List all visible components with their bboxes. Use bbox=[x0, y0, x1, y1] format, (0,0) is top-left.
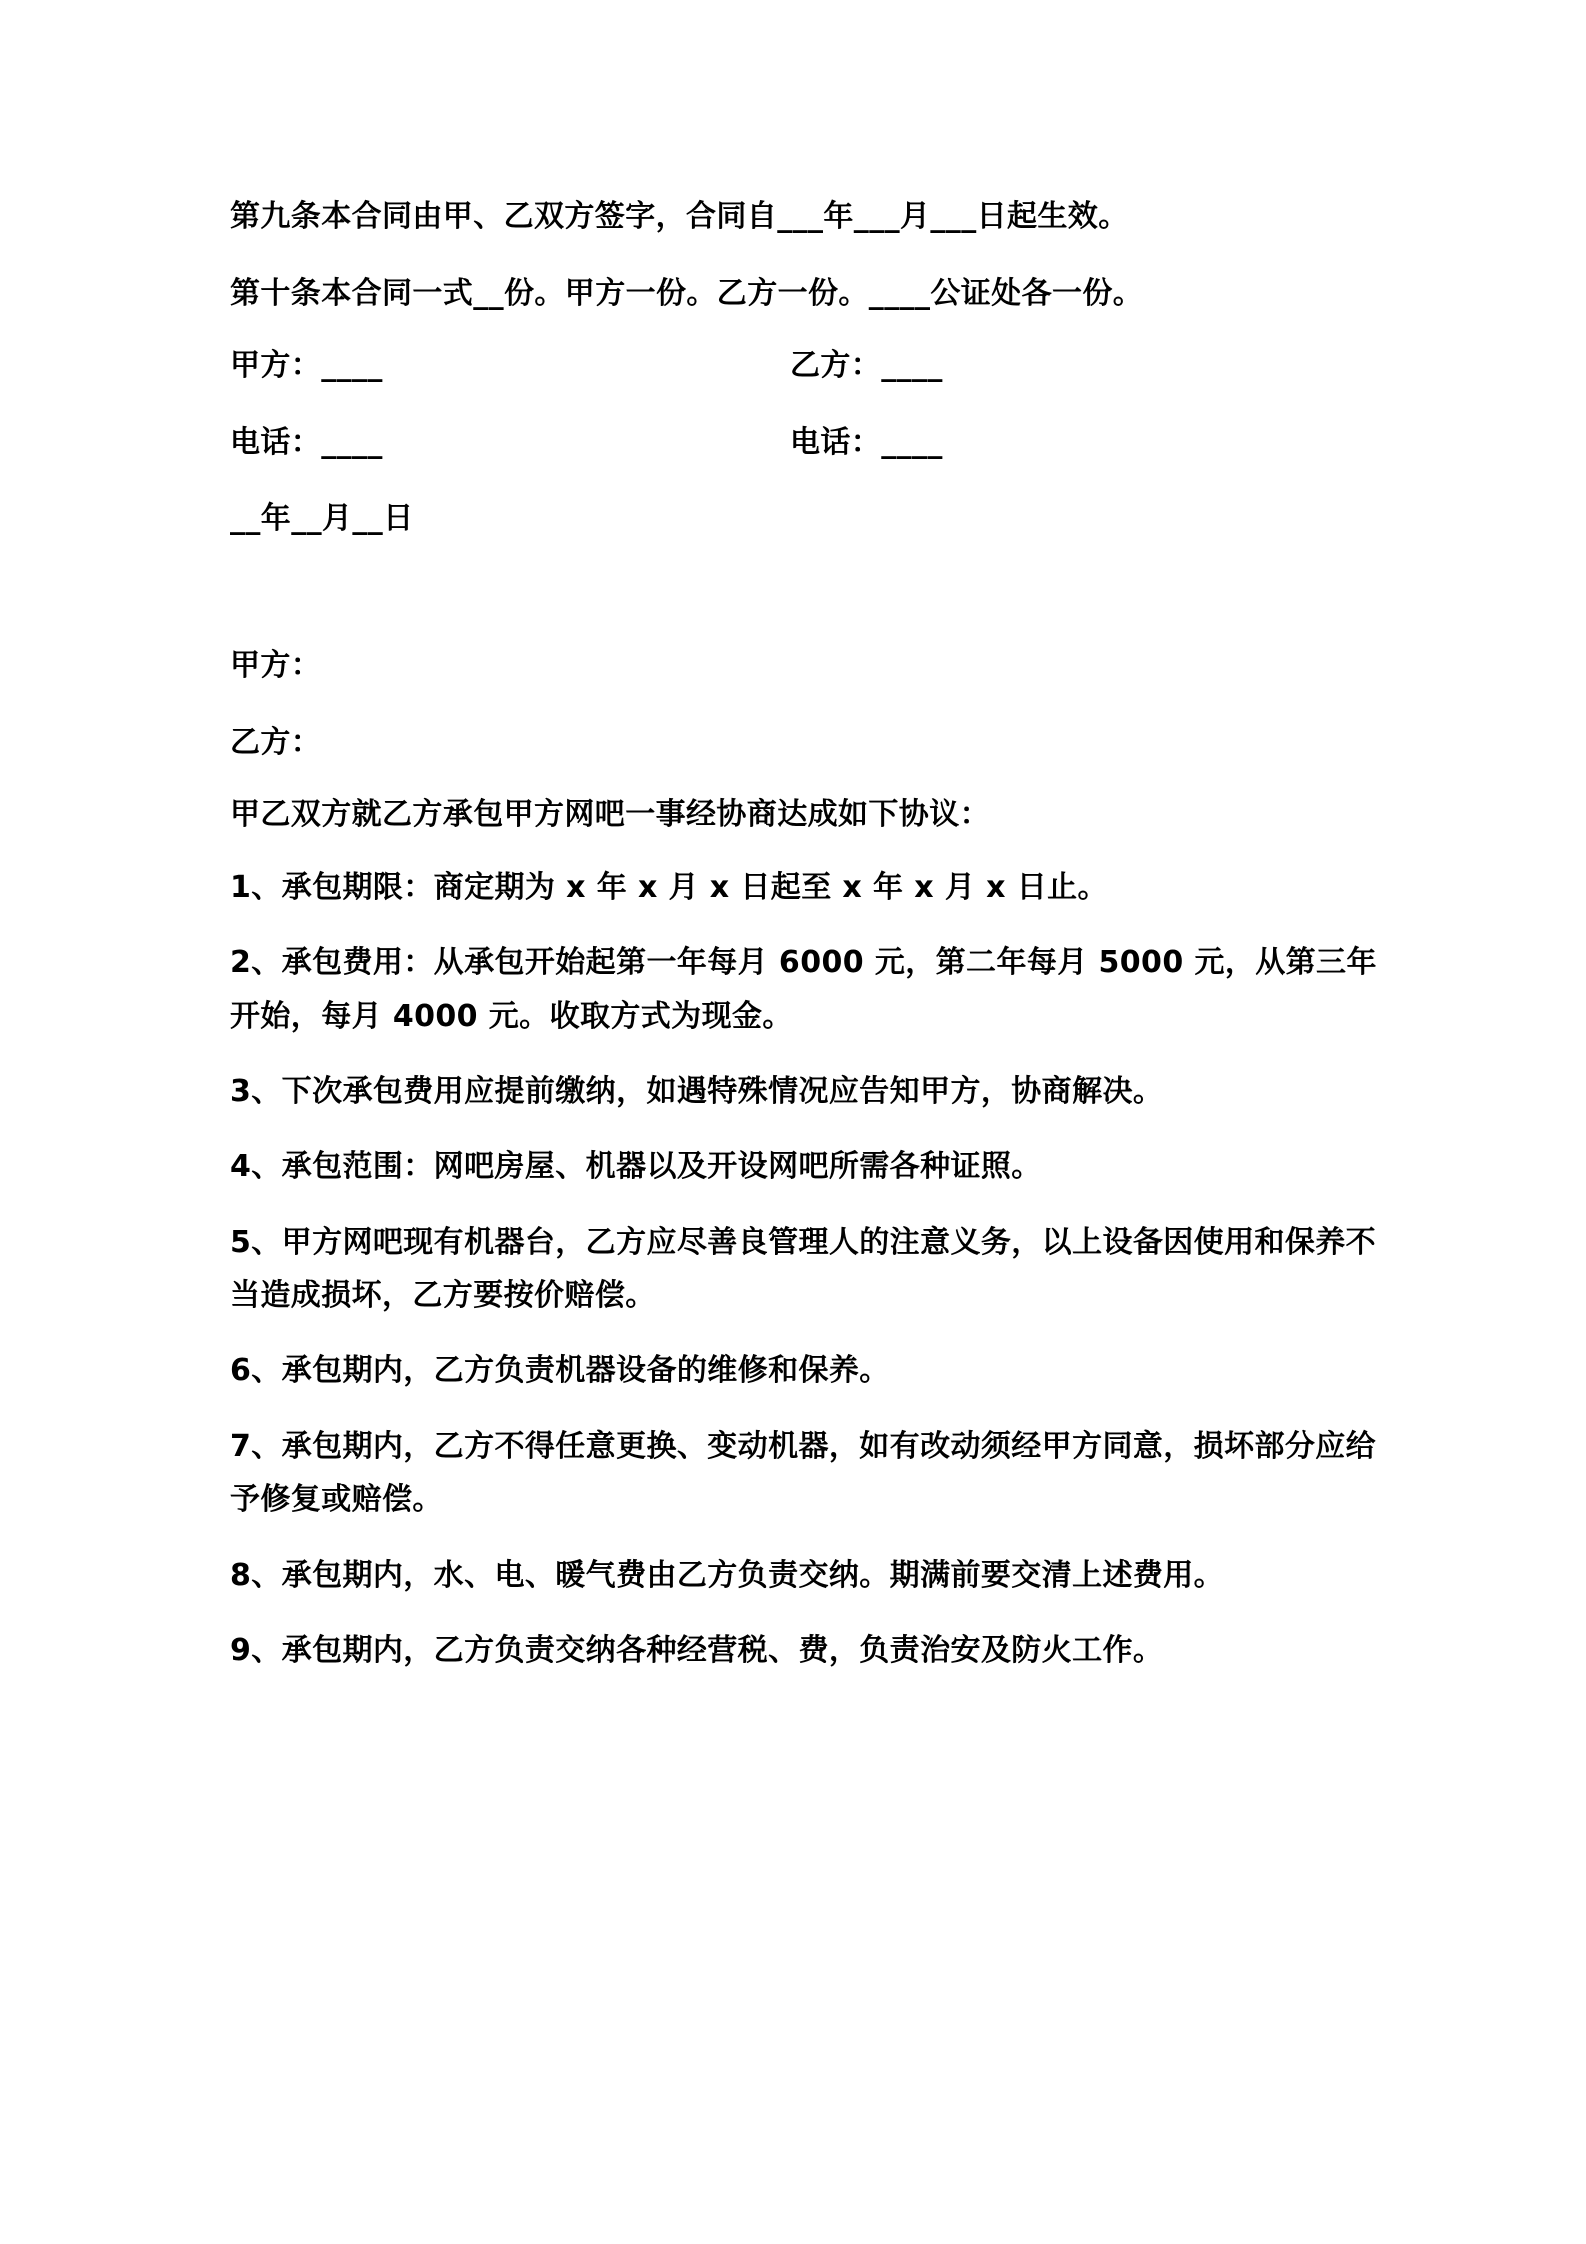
agreement-item-8: 8、承包期内，水、电、暖气费由乙方负责交纳。期满前要交清上述费用。 bbox=[230, 1557, 1225, 1593]
party-b-phone-label: 电话：____ bbox=[790, 424, 943, 460]
agreement-item-4: 4、承包范围：网吧房屋、机器以及开设网吧所需各种证照。 bbox=[230, 1149, 1042, 1185]
agreement-item-6: 6、承包期内，乙方负责机器设备的维修和保养。 bbox=[230, 1353, 890, 1389]
agreement-item-7: 7、承包期内，乙方不得任意更换、变动机器，如有改动须经甲方同意，损坏部分应给予修复或赔偿。 bbox=[230, 1428, 1377, 1518]
clause-ten: 第十条本合同一式__份。甲方一份。乙方一份。____公证处各一份。 bbox=[230, 275, 1144, 311]
signature-date-line: __年__月__日 bbox=[230, 501, 414, 537]
signature-row-phones bbox=[230, 416, 1390, 471]
agreement-item-5: 5、甲方网吧现有机器台，乙方应尽善良管理人的注意义务，以上设备因使用和保养不当造成损坏，乙方要按价赔偿。 bbox=[230, 1224, 1377, 1314]
party-b-heading: 乙方： bbox=[230, 724, 322, 760]
agreement-item-9: 9、承包期内，乙方负责交纳各种经营税、费，负责治安及防火工作。 bbox=[230, 1633, 1164, 1669]
agreement-intro: 甲乙双方就乙方承包甲方网吧一事经协商达成如下协议： bbox=[230, 797, 990, 833]
agreement-item-1: 1、承包期限：商定期为 x 年 x 月 x 日起至 x 年 x 月 x 日止。 bbox=[230, 869, 1108, 905]
document-body bbox=[230, 190, 1390, 1677]
signature-row-parties bbox=[230, 339, 1390, 394]
party-b-signature-label: 乙方：____ bbox=[790, 348, 943, 384]
agreement-item-3: 3、下次承包费用应提前缴纳，如遇特殊情况应告知甲方，协商解决。 bbox=[230, 1073, 1164, 1109]
party-a-signature-label: 甲方：____ bbox=[230, 348, 383, 384]
party-a-heading: 甲方： bbox=[230, 647, 322, 683]
agreement-item-2: 2、承包费用：从承包开始起第一年每月 6000 元，第二年每月 5000 元，从第三年开始，每月 4000 元。收取方式为现金。 bbox=[230, 945, 1377, 1034]
clause-nine: 第九条本合同由甲、乙双方签字，合同自___年___月___日起生效。 bbox=[230, 199, 1129, 234]
party-a-phone-label: 电话：____ bbox=[230, 424, 383, 460]
